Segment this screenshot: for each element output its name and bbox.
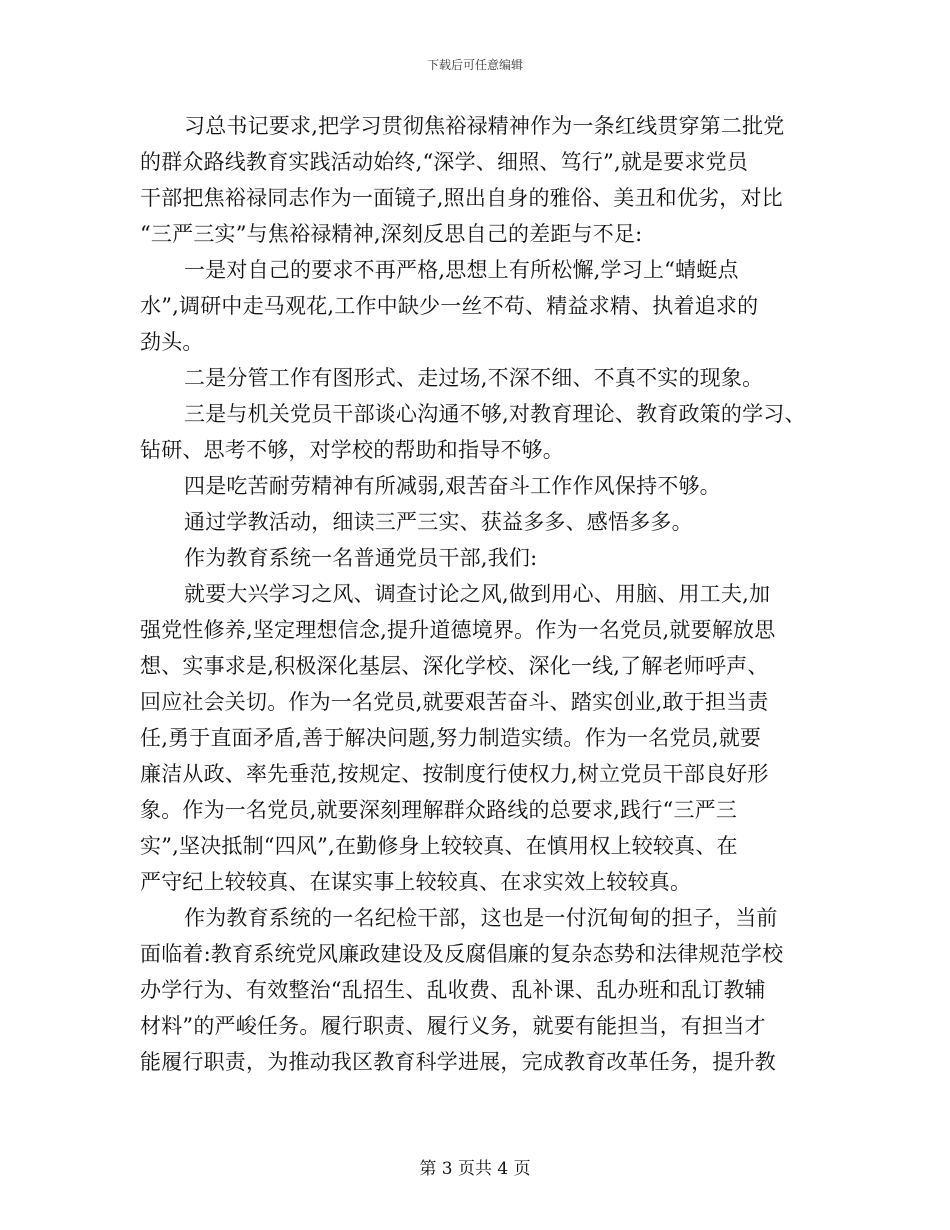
text-line: 作为教育系统一名普通党员干部,我们:: [184, 546, 538, 570]
page-header: 下载后可任意编辑: [426, 58, 523, 72]
text-line: 想、实事求是,积极深化基层、深化学校、深化一线,了解老师呼声、: [140, 654, 769, 678]
text-line: 四是吃苦耐劳精神有所减弱,艰苦奋斗工作作风保持不够。: [184, 474, 721, 498]
text-line: 钻研、思考不够，对学校的帮助和指导不够。: [140, 438, 564, 462]
text-line: 一是对自己的要求不再严格,思想上有所松懈,学习上“蜻蜓点: [184, 258, 739, 282]
text-line: 面临着:教育系统党风廉政建设及反腐倡廉的复杂态势和法律规范学校: [140, 942, 784, 966]
text-line: 能履行职责，为推动我区教育科学进展，完成教育改革任务，提升教: [140, 1050, 776, 1074]
page-footer: 第 3 页共 4 页: [419, 1159, 531, 1179]
text-line: 实”,坚决抵制“四风”,在勤修身上较较真、在慎用权上较较真、在: [140, 834, 738, 858]
text-line: “三严三实”与焦裕禄精神,深刻反思自己的差距与不足:: [140, 222, 643, 246]
text-line: 象。作为一名党员,就要深刻理解群众路线的总要求,践行“三严三: [140, 798, 738, 822]
text-line: 办学行为、有效整治“乱招生、乱收费、乱补课、乱办班和乱订教辅: [140, 978, 766, 1002]
text-line: 作为教育系统的一名纪检干部，这也是一付沉甸甸的担子，当前: [184, 906, 778, 930]
text-line: 任,勇于直面矛盾,善于解决问题,努力制造实绩。作为一名党员,就要: [140, 726, 762, 750]
text-line: 二是分管工作有图形式、走过场,不深不细、不真不实的现象。: [184, 366, 764, 390]
text-line: 廉洁从政、率先垂范,按规定、按制度行使权力,树立党员干部良好形: [140, 762, 769, 786]
text-line: 水”,调研中走马观花,工作中缺少一丝不苟、精益求精、执着追求的: [140, 294, 759, 318]
body-text: [140, 108, 820, 1080]
text-line: 就要大兴学习之风、调查讨论之风,做到用心、用脑、用工夫,加: [184, 582, 771, 606]
text-line: 通过学教活动，细读三严三实、获益多多、感悟多多。: [184, 510, 693, 534]
text-line: 的群众路线教育实践活动始终,“深学、细照、笃行”,就是要求党员: [140, 150, 749, 174]
text-line: 强党性修养,坚定理想信念,提升道德境界。作为一名党员,就要解放思: [140, 618, 776, 642]
text-line: 劲头。: [140, 330, 204, 354]
text-line: 干部把焦裕禄同志作为一面镜子,照出自身的雅俗、美丑和优劣，对比: [140, 186, 783, 210]
text-line: 严守纪上较较真、在谋实事上较较真、在求实效上较较真。: [140, 870, 692, 894]
text-line: 材料”的严峻任务。履行职责、履行义务，就要有能担当，有担当才: [140, 1014, 766, 1038]
text-line: 三是与机关党员干部谈心沟通不够,对教育理论、教育政策的学习、: [184, 402, 806, 426]
text-line: 习总书记要求,把学习贯彻焦裕禄精神作为一条红线贯穿第二批党: [184, 114, 785, 138]
text-line: 回应社会关切。作为一名党员,就要艰苦奋斗、踏实创业,敢于担当责: [140, 690, 769, 714]
